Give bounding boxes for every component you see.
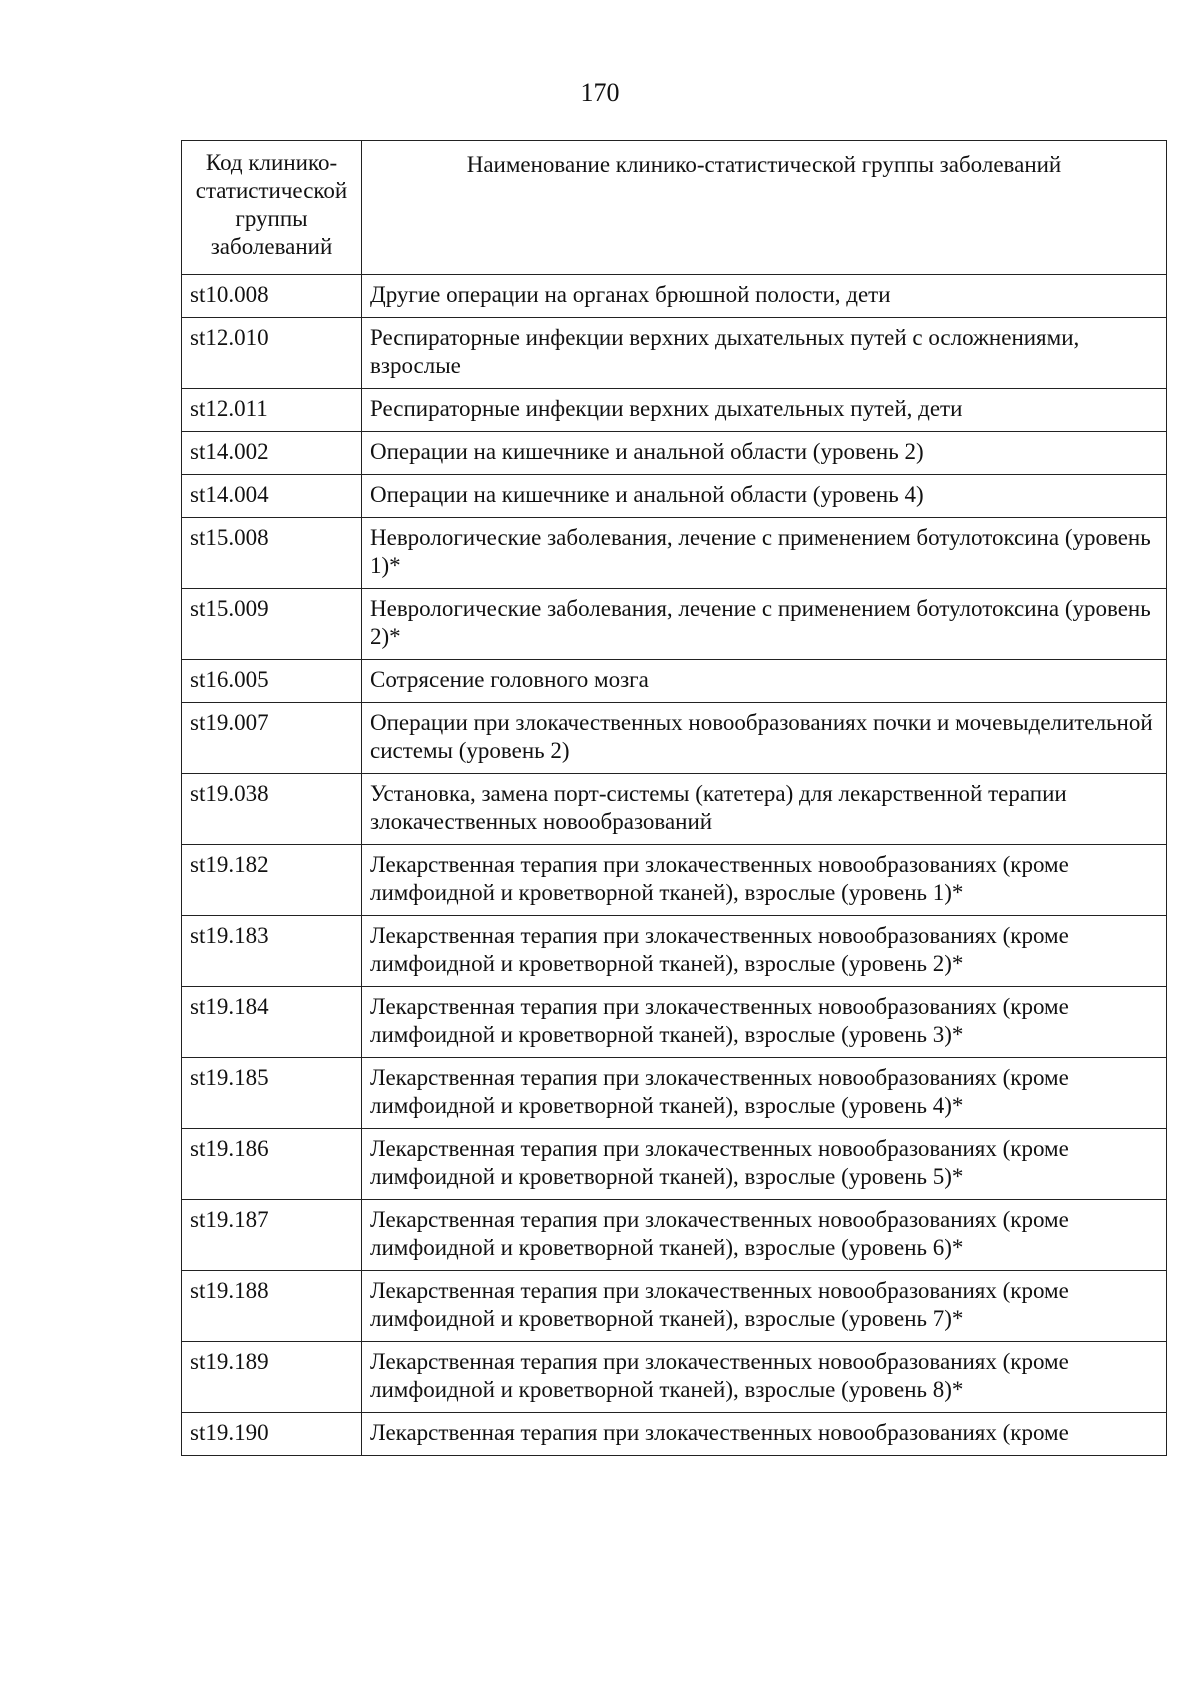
- group-code-cell: st19.184: [182, 987, 362, 1058]
- group-code-cell: st15.009: [182, 589, 362, 660]
- table-header-row: [182, 141, 1167, 275]
- table-row: [182, 389, 1167, 432]
- table-row: [182, 916, 1167, 987]
- group-code-cell: st19.189: [182, 1342, 362, 1413]
- table-header: [182, 141, 1167, 275]
- table-body: [182, 275, 1167, 1456]
- group-name-cell: Респираторные инфекции верхних дыхательных путей, дети: [362, 389, 1167, 432]
- table-row: [182, 1058, 1167, 1129]
- group-code-cell: st14.004: [182, 475, 362, 518]
- group-name-cell: Лекарственная терапия при злокачественных новообразованиях (кроме лимфоидной и кроветворной тканей), взрослые (уровень 8)*: [362, 1342, 1167, 1413]
- group-name-cell: Лекарственная терапия при злокачественных новообразованиях (кроме лимфоидной и кроветворной тканей), взрослые (уровень 7)*: [362, 1271, 1167, 1342]
- table-row: [182, 1342, 1167, 1413]
- table-row: [182, 774, 1167, 845]
- group-name-cell: Сотрясение головного мозга: [362, 660, 1167, 703]
- group-code-cell: st16.005: [182, 660, 362, 703]
- group-code-cell: st19.007: [182, 703, 362, 774]
- group-name-cell: Лекарственная терапия при злокачественных новообразованиях (кроме лимфоидной и кроветворной тканей), взрослые (уровень 2)*: [362, 916, 1167, 987]
- group-code-cell: st19.187: [182, 1200, 362, 1271]
- table-row: [182, 475, 1167, 518]
- group-name-cell: Операции при злокачественных новообразованиях почки и мочевыделительной системы (уровень 2): [362, 703, 1167, 774]
- group-code-cell: st19.188: [182, 1271, 362, 1342]
- group-name-cell: Неврологические заболевания, лечение с применением ботулотоксина (уровень 1)*: [362, 518, 1167, 589]
- group-code-cell: st19.038: [182, 774, 362, 845]
- table-row: [182, 1271, 1167, 1342]
- group-name-cell: Лекарственная терапия при злокачественных новообразованиях (кроме лимфоидной и кроветворной тканей), взрослые (уровень 5)*: [362, 1129, 1167, 1200]
- group-code-cell: st10.008: [182, 275, 362, 318]
- group-name-cell: Лекарственная терапия при злокачественных новообразованиях (кроме: [362, 1413, 1167, 1456]
- column-header-name: Наименование клинико-статистической группы заболеваний: [362, 141, 1167, 275]
- group-name-cell: Операции на кишечнике и анальной области (уровень 2): [362, 432, 1167, 475]
- table-row: [182, 432, 1167, 475]
- group-name-cell: Лекарственная терапия при злокачественных новообразованиях (кроме лимфоидной и кроветворной тканей), взрослые (уровень 3)*: [362, 987, 1167, 1058]
- page-number: 170: [580, 78, 620, 107]
- table-row: [182, 660, 1167, 703]
- group-name-cell: Операции на кишечнике и анальной области (уровень 4): [362, 475, 1167, 518]
- group-name-cell: Лекарственная терапия при злокачественных новообразованиях (кроме лимфоидной и кроветворной тканей), взрослые (уровень 1)*: [362, 845, 1167, 916]
- table-row: [182, 845, 1167, 916]
- table-row: [182, 275, 1167, 318]
- group-code-cell: st12.011: [182, 389, 362, 432]
- table-row: [182, 1200, 1167, 1271]
- group-code-cell: st12.010: [182, 318, 362, 389]
- table-row: [182, 987, 1167, 1058]
- table-row: [182, 1129, 1167, 1200]
- group-name-cell: Лекарственная терапия при злокачественных новообразованиях (кроме лимфоидной и кроветворной тканей), взрослые (уровень 6)*: [362, 1200, 1167, 1271]
- column-header-code: Код клинико-статистической группы заболеваний: [182, 141, 362, 275]
- table-row: [182, 318, 1167, 389]
- group-code-cell: st19.186: [182, 1129, 362, 1200]
- group-name-cell: Другие операции на органах брюшной полости, дети: [362, 275, 1167, 318]
- group-code-cell: st19.185: [182, 1058, 362, 1129]
- table-row: [182, 518, 1167, 589]
- table-row: [182, 703, 1167, 774]
- group-code-cell: st15.008: [182, 518, 362, 589]
- group-name-cell: Неврологические заболевания, лечение с применением ботулотоксина (уровень 2)*: [362, 589, 1167, 660]
- group-code-cell: st19.190: [182, 1413, 362, 1456]
- table-row: [182, 589, 1167, 660]
- group-code-cell: st19.183: [182, 916, 362, 987]
- table-row: [182, 1413, 1167, 1456]
- group-code-cell: st19.182: [182, 845, 362, 916]
- group-name-cell: Лекарственная терапия при злокачественных новообразованиях (кроме лимфоидной и кроветворной тканей), взрослые (уровень 4)*: [362, 1058, 1167, 1129]
- group-name-cell: Установка, замена порт-системы (катетера) для лекарственной терапии злокачественных новообразований: [362, 774, 1167, 845]
- group-code-cell: st14.002: [182, 432, 362, 475]
- group-name-cell: Респираторные инфекции верхних дыхательных путей с осложнениями, взрослые: [362, 318, 1167, 389]
- clinical-groups-table: [181, 140, 1167, 1456]
